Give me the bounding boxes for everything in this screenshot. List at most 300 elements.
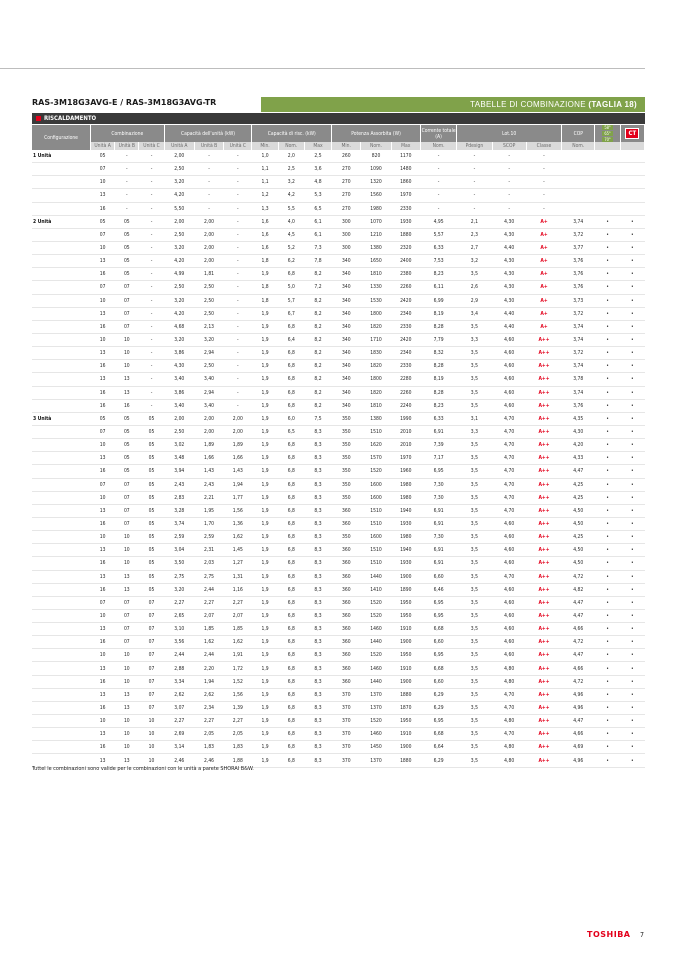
table-cell: 350	[332, 439, 361, 452]
table-cell: 4,70	[492, 412, 526, 425]
table-cell: 1,9	[252, 701, 278, 714]
table-cell: 350	[332, 478, 361, 491]
table-cell: 1910	[391, 728, 420, 741]
ct-availability-dot: •	[620, 228, 644, 241]
table-cell: 2,00	[164, 412, 194, 425]
configuration-label	[32, 360, 91, 373]
table-cell: -	[224, 399, 252, 412]
table-cell: 3,3	[457, 333, 492, 346]
table-row	[32, 662, 645, 675]
table-cell: 2,50	[194, 307, 223, 320]
table-cell: 13	[91, 504, 115, 517]
table-cell: 1510	[361, 425, 391, 438]
table-cell: 13	[91, 373, 115, 386]
table-cell: 2,44	[164, 649, 194, 662]
table-cell: 3,72	[562, 307, 595, 320]
table-cell: 10	[115, 741, 139, 754]
subheader-cell: Unità A	[91, 142, 115, 150]
table-cell: 07	[115, 294, 139, 307]
table-cell: 1,9	[252, 649, 278, 662]
table-cell: 16	[91, 320, 115, 333]
table-cell: 2,00	[164, 215, 194, 228]
table-cell: 16	[91, 517, 115, 530]
table-row	[32, 623, 645, 636]
table-cell: 07	[91, 281, 115, 294]
table-cell: 4,40	[492, 320, 526, 333]
subheader-cell: Nom.	[278, 142, 304, 150]
table-cell: 7,30	[420, 478, 456, 491]
table-row	[32, 255, 645, 268]
configuration-label	[32, 465, 91, 478]
table-cell: 05	[139, 517, 164, 530]
table-cell: 3,28	[164, 504, 194, 517]
table-cell: 1,9	[252, 662, 278, 675]
table-cell: 1970	[391, 189, 420, 202]
table-cell: 4,60	[492, 583, 526, 596]
table-cell: 2240	[391, 399, 420, 412]
table-cell: 3,02	[164, 439, 194, 452]
table-cell: 07	[115, 491, 139, 504]
table-cell: 1,66	[224, 452, 252, 465]
table-cell: 1,9	[252, 320, 278, 333]
table-cell: 4,66	[562, 623, 595, 636]
temp-availability-dot: •	[595, 504, 620, 517]
table-row	[32, 360, 645, 373]
table-cell: -	[457, 189, 492, 202]
table-cell: 1980	[391, 491, 420, 504]
table-cell: 1,1	[252, 176, 278, 189]
table-cell: 05	[139, 583, 164, 596]
table-cell: 07	[139, 609, 164, 622]
table-cell: 1,94	[194, 675, 223, 688]
ct-availability-dot: •	[620, 373, 644, 386]
table-cell: 4,50	[562, 517, 595, 530]
table-cell	[562, 176, 595, 189]
table-cell: -	[115, 163, 139, 176]
temp-availability-dot	[595, 163, 620, 176]
table-cell: 8,2	[304, 294, 331, 307]
table-cell: 1,2	[252, 189, 278, 202]
table-cell: 2,03	[194, 557, 223, 570]
ct-availability-dot: •	[620, 241, 644, 254]
configuration-label	[32, 688, 91, 701]
combination-table	[32, 125, 645, 768]
table-cell: 8,2	[304, 399, 331, 412]
temp-availability-dot	[595, 176, 620, 189]
table-cell: 13	[115, 701, 139, 714]
table-cell: 10	[115, 662, 139, 675]
table-cell: 4,72	[562, 570, 595, 583]
table-cell: 1520	[361, 649, 391, 662]
energy-class: A++	[526, 386, 561, 399]
table-cell: 360	[332, 596, 361, 609]
table-cell: 4,60	[492, 517, 526, 530]
table-cell: 8,28	[420, 320, 456, 333]
table-cell: 1,9	[252, 439, 278, 452]
table-cell: 4,80	[492, 662, 526, 675]
energy-class: -	[526, 163, 561, 176]
table-cell: 6,91	[420, 425, 456, 438]
table-cell: 4,50	[562, 544, 595, 557]
configuration-label	[32, 583, 91, 596]
table-cell: 2,6	[457, 281, 492, 294]
table-cell: 2,0	[278, 150, 304, 163]
table-cell: 2280	[391, 373, 420, 386]
table-cell: 1,83	[194, 741, 223, 754]
table-cell: 2,75	[164, 570, 194, 583]
table-cell: -	[139, 386, 164, 399]
table-cell: 1450	[361, 741, 391, 754]
table-cell: 4,30	[492, 268, 526, 281]
table-cell: -	[224, 241, 252, 254]
table-cell: 4,30	[492, 281, 526, 294]
table-cell: 1,62	[224, 531, 252, 544]
table-cell: 13	[115, 386, 139, 399]
table-cell: 6,8	[278, 583, 304, 596]
table-cell: 4,30	[164, 360, 194, 373]
table-cell: 1,85	[194, 623, 223, 636]
table-cell: 8,3	[304, 452, 331, 465]
table-cell: 3,56	[164, 636, 194, 649]
table-cell: -	[139, 281, 164, 294]
table-cell: 07	[139, 623, 164, 636]
table-cell: 13	[115, 688, 139, 701]
table-cell: -	[139, 373, 164, 386]
table-cell: 1440	[361, 636, 391, 649]
table-cell: 16	[91, 360, 115, 373]
table-cell: 1,9	[252, 544, 278, 557]
table-cell: 1,9	[252, 754, 278, 767]
configuration-label	[32, 163, 91, 176]
table-cell: 3,48	[164, 452, 194, 465]
table-cell: 1,39	[224, 701, 252, 714]
table-cell: 260	[332, 150, 361, 163]
table-cell: 1,9	[252, 425, 278, 438]
energy-class: A++	[526, 583, 561, 596]
table-cell: 6,8	[278, 465, 304, 478]
table-cell: 1510	[361, 504, 391, 517]
table-cell: -	[224, 386, 252, 399]
table-cell: 1710	[361, 333, 391, 346]
table-cell: 8,3	[304, 596, 331, 609]
table-cell: 360	[332, 557, 361, 570]
table-cell: 4,70	[492, 452, 526, 465]
table-cell: 1930	[391, 557, 420, 570]
table-cell: 1,85	[224, 623, 252, 636]
energy-class: A++	[526, 425, 561, 438]
table-cell: 07	[115, 623, 139, 636]
table-cell: 1,43	[194, 465, 223, 478]
configuration-label	[32, 347, 91, 360]
temp-availability-dot: •	[595, 255, 620, 268]
table-cell: 370	[332, 688, 361, 701]
table-cell: 1960	[391, 465, 420, 478]
table-cell: 1380	[361, 241, 391, 254]
table-cell: 07	[139, 649, 164, 662]
table-cell: 4,60	[492, 399, 526, 412]
table-cell: 1,94	[224, 478, 252, 491]
temp-availability-dot: •	[595, 741, 620, 754]
table-cell: 1,27	[224, 557, 252, 570]
table-cell: 3,74	[562, 320, 595, 333]
table-row	[32, 701, 645, 714]
table-cell: 1440	[361, 675, 391, 688]
temp-availability-dot: •	[595, 623, 620, 636]
table-cell: -	[139, 307, 164, 320]
table-row	[32, 596, 645, 609]
table-cell: 5,7	[278, 294, 304, 307]
table-cell: 6,8	[278, 268, 304, 281]
subheader-cell: Min.	[332, 142, 361, 150]
table-cell: 8,3	[304, 465, 331, 478]
temp-availability-dot: •	[595, 281, 620, 294]
subheader-cell: Unità B	[115, 142, 139, 150]
table-cell: 3,5	[457, 517, 492, 530]
table-cell: 1,88	[224, 754, 252, 767]
table-cell: 3,20	[164, 294, 194, 307]
configuration-label	[32, 373, 91, 386]
energy-class: -	[526, 189, 561, 202]
table-cell: 2,27	[164, 715, 194, 728]
configuration-label	[32, 557, 91, 570]
table-cell: 3,40	[194, 399, 223, 412]
table-cell: 1,9	[252, 583, 278, 596]
table-cell: -	[194, 189, 223, 202]
table-cell: -	[224, 163, 252, 176]
table-cell: 2,5	[304, 150, 331, 163]
table-cell: 2,13	[194, 320, 223, 333]
table-cell: -	[224, 360, 252, 373]
table-cell: 13	[115, 373, 139, 386]
table-cell: 8,3	[304, 649, 331, 662]
table-cell: 1890	[391, 583, 420, 596]
table-cell: 4,60	[492, 609, 526, 622]
table-row	[32, 307, 645, 320]
table-cell: 4,60	[492, 386, 526, 399]
table-cell: 370	[332, 715, 361, 728]
table-cell: 8,3	[304, 754, 331, 767]
table-cell: 1,43	[224, 465, 252, 478]
table-cell	[562, 189, 595, 202]
temp-availability-dot: •	[595, 662, 620, 675]
table-cell: 360	[332, 623, 361, 636]
table-cell: 10	[115, 728, 139, 741]
table-cell: 07	[91, 596, 115, 609]
table-cell: 3,5	[457, 636, 492, 649]
table-cell: 10	[91, 491, 115, 504]
table-cell: 1,9	[252, 360, 278, 373]
table-cell: 16	[91, 701, 115, 714]
table-cell: 1900	[391, 741, 420, 754]
table-cell: -	[115, 150, 139, 163]
table-cell: 2,00	[224, 412, 252, 425]
ct-availability-dot	[620, 202, 644, 215]
table-cell: 1900	[391, 570, 420, 583]
table-cell: -	[194, 163, 223, 176]
table-cell: 1870	[391, 701, 420, 714]
table-row	[32, 570, 645, 583]
configuration-label	[32, 255, 91, 268]
table-cell: 16	[91, 675, 115, 688]
configuration-label	[32, 425, 91, 438]
table-cell: 3,5	[457, 570, 492, 583]
table-cell: 2,50	[164, 228, 194, 241]
energy-class: A++	[526, 623, 561, 636]
table-cell: 07	[139, 636, 164, 649]
table-cell: 05	[139, 452, 164, 465]
table-cell: 2,50	[164, 425, 194, 438]
table-cell: 10	[91, 649, 115, 662]
table-row	[32, 675, 645, 688]
table-row	[32, 557, 645, 570]
table-cell: 8,32	[420, 347, 456, 360]
table-cell: -	[457, 150, 492, 163]
table-cell: 2,50	[194, 294, 223, 307]
table-cell: -	[139, 255, 164, 268]
table-cell: 1,9	[252, 307, 278, 320]
table-cell: 6,8	[278, 754, 304, 767]
table-cell: 350	[332, 425, 361, 438]
table-cell: 4,47	[562, 715, 595, 728]
table-cell: 10	[91, 176, 115, 189]
table-cell: 6,8	[278, 373, 304, 386]
temp-badge-70: 70°	[604, 137, 611, 142]
table-cell: 6,8	[278, 347, 304, 360]
table-cell: 4,60	[492, 557, 526, 570]
table-cell: 1820	[361, 360, 391, 373]
table-cell: 1600	[361, 491, 391, 504]
table-cell: 8,2	[304, 386, 331, 399]
table-cell: 8,3	[304, 688, 331, 701]
ct-availability-dot: •	[620, 320, 644, 333]
table-cell: 2,00	[194, 425, 223, 438]
table-cell: 3,07	[164, 701, 194, 714]
energy-class: -	[526, 176, 561, 189]
table-cell: 4,82	[562, 583, 595, 596]
table-cell: 4,96	[562, 754, 595, 767]
header-temp-badges	[595, 125, 620, 142]
table-cell: 7,3	[304, 241, 331, 254]
table-cell: 4,20	[164, 255, 194, 268]
temp-availability-dot	[595, 202, 620, 215]
configuration-label	[32, 517, 91, 530]
table-cell: 05	[139, 544, 164, 557]
table-cell: 340	[332, 399, 361, 412]
table-row	[32, 741, 645, 754]
table-cell: 8,3	[304, 662, 331, 675]
table-cell: 1,77	[224, 491, 252, 504]
table-cell: 1,89	[194, 439, 223, 452]
table-row	[32, 215, 645, 228]
energy-class: A++	[526, 347, 561, 360]
table-cell: 8,19	[420, 307, 456, 320]
table-cell: -	[224, 320, 252, 333]
header-ct	[620, 125, 644, 142]
table-cell: 1,9	[252, 609, 278, 622]
table-cell: -	[492, 189, 526, 202]
table-cell: 3,94	[164, 465, 194, 478]
table-cell: 6,0	[278, 412, 304, 425]
table-row	[32, 320, 645, 333]
ct-availability-dot: •	[620, 281, 644, 294]
table-cell: -	[420, 176, 456, 189]
table-cell: 6,99	[420, 294, 456, 307]
table-cell: 4,80	[492, 715, 526, 728]
table-cell: 6,8	[278, 741, 304, 754]
energy-class: -	[526, 150, 561, 163]
table-cell: 3,10	[164, 623, 194, 636]
table-cell: 2,50	[164, 281, 194, 294]
table-cell: 13	[91, 307, 115, 320]
table-cell: 4,60	[492, 636, 526, 649]
table-cell: 2,00	[164, 150, 194, 163]
temp-availability-dot	[595, 150, 620, 163]
table-cell: -	[139, 333, 164, 346]
configuration-label	[32, 439, 91, 452]
table-cell: 3,5	[457, 268, 492, 281]
energy-class: A+	[526, 255, 561, 268]
table-cell: 2340	[391, 347, 420, 360]
table-cell	[562, 150, 595, 163]
table-cell: 3,2	[278, 176, 304, 189]
banner-size: (TAGLIA 18)	[588, 100, 637, 109]
table-cell: 4,70	[492, 491, 526, 504]
table-cell: 1,6	[252, 215, 278, 228]
table-cell: 340	[332, 347, 361, 360]
table-cell: 2,7	[457, 241, 492, 254]
table-cell: 3,5	[457, 531, 492, 544]
table-cell: -	[224, 333, 252, 346]
table-cell: 6,91	[420, 544, 456, 557]
table-cell: 6,8	[278, 531, 304, 544]
configuration-label	[32, 504, 91, 517]
energy-class: A++	[526, 596, 561, 609]
table-cell: 270	[332, 189, 361, 202]
table-cell: 6,29	[420, 688, 456, 701]
table-cell: -	[139, 347, 164, 360]
table-cell: 13	[91, 452, 115, 465]
ct-availability-dot: •	[620, 701, 644, 714]
table-cell: 07	[115, 320, 139, 333]
table-row	[32, 544, 645, 557]
ct-availability-dot: •	[620, 425, 644, 438]
table-cell: 3,5	[457, 649, 492, 662]
table-cell: 2,00	[194, 255, 223, 268]
table-cell: 16	[91, 202, 115, 215]
table-cell: 4,66	[562, 728, 595, 741]
ct-availability-dot: •	[620, 491, 644, 504]
table-cell: 1,9	[252, 504, 278, 517]
table-cell: 1,9	[252, 333, 278, 346]
table-cell: 4,70	[492, 688, 526, 701]
ct-availability-dot: •	[620, 531, 644, 544]
table-cell: 270	[332, 163, 361, 176]
table-cell: 6,8	[278, 688, 304, 701]
table-cell: 360	[332, 570, 361, 583]
temp-badge-58: 58°	[604, 125, 611, 130]
table-cell: 2,44	[194, 583, 223, 596]
table-cell: 6,8	[278, 544, 304, 557]
header-row-groups	[32, 125, 645, 142]
table-cell: 13	[91, 754, 115, 767]
table-cell: 1,1	[252, 163, 278, 176]
table-cell: 1,31	[224, 570, 252, 583]
table-cell: 6,68	[420, 662, 456, 675]
table-cell: 1810	[361, 268, 391, 281]
table-cell: 1940	[391, 504, 420, 517]
configuration-label	[32, 701, 91, 714]
table-cell: 16	[91, 636, 115, 649]
